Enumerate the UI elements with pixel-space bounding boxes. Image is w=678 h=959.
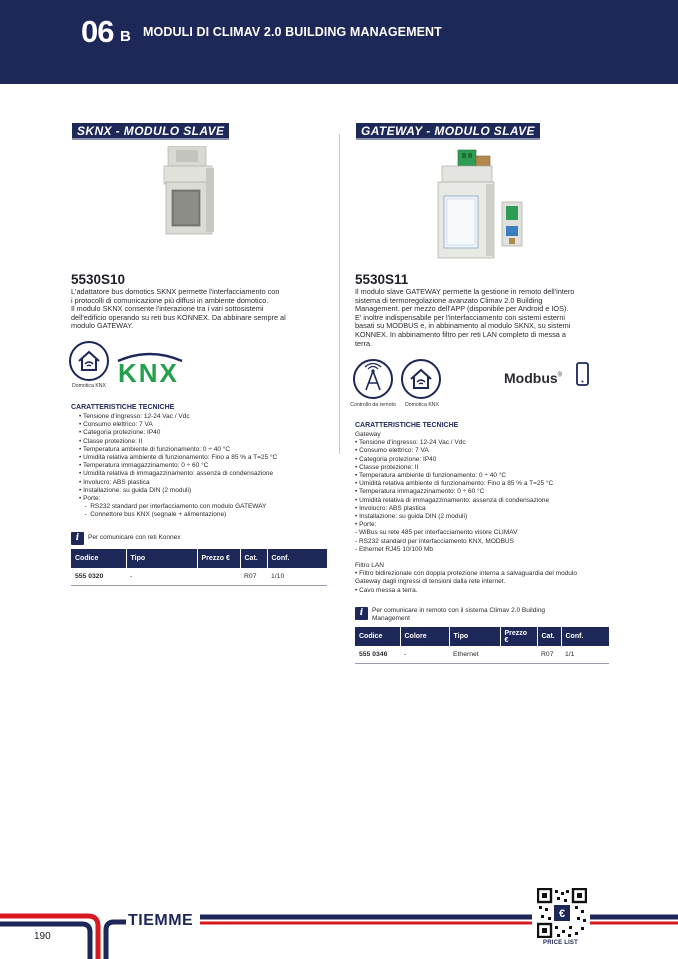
spec-item: • Temperatura immagazzinamento: 0 ÷ 60 °C (79, 462, 209, 470)
section-number: 06 (81, 14, 114, 49)
spec-item: • Umidità relativa di immagazzinamento: assenza di condensazione (355, 496, 550, 504)
left-specs-title: CARATTERISTICHE TECNICHE (71, 404, 175, 411)
spec-item: • Tensione d'ingresso: 12-24 Vac / Vdc (79, 413, 190, 420)
desc-line: i protocolli di comunicazione più diffusi in ambiente domotico. (71, 295, 269, 305)
table-row (355, 646, 609, 663)
spec-item: • Temperatura ambiente di funzionamento: 0 ÷ 40 °C (79, 445, 231, 453)
knx-logo-text: KNX (118, 358, 179, 388)
smartphone-icon (576, 362, 589, 386)
svg-text:€: € (558, 908, 566, 920)
modbus-logo-text: Modbus (504, 370, 558, 386)
remote-control-icon (353, 359, 393, 399)
cell-color: - (400, 646, 449, 663)
cell-type: Ethernet (449, 646, 500, 663)
col-header: Cat. (537, 627, 561, 646)
spec-item: • Involucro: ABS plastica (79, 478, 150, 486)
icon-caption: Domotica KNX (404, 402, 440, 408)
spec-item: • Categoria protezione: IP40 (355, 455, 437, 463)
desc-line: KONNEX. In abbinamento filtro per reti LAN completo di messa a (355, 329, 566, 339)
sknx-module-image (162, 146, 218, 236)
cell-code: 555 0346 (355, 646, 400, 663)
right-info-note (355, 607, 545, 622)
info-icon: i (71, 532, 84, 545)
desc-line: dell'edificio operando su reti bus KONNEX. Da abbinare sempre al (71, 312, 286, 322)
spec-item: • Cavo messa a terra. (355, 586, 418, 594)
col-header: Conf. (561, 627, 609, 646)
table-header-row (71, 549, 327, 568)
spec-item: • Involucro: ABS plastica (355, 504, 426, 512)
info-icon: i (355, 607, 368, 620)
left-info-note (71, 532, 181, 545)
desc-line: sistema di termoregolazione avanzato Climav 2.0 Building (355, 295, 543, 305)
modbus-logo (504, 370, 562, 388)
desc-line: terra. (355, 338, 373, 348)
spec-item: Filtro LAN (355, 562, 384, 570)
info-text (372, 607, 545, 622)
col-header: Prezzo € (500, 627, 537, 646)
spec-item: • Installazione: su guida DIN (2 moduli) (79, 486, 192, 494)
page-header (0, 0, 678, 84)
info-text-line: Management (372, 614, 410, 622)
left-section-banner: SKNX - MODULO SLAVE (72, 123, 229, 140)
spec-item: - RS232 standard per interfacciamento KNX, MODBUS (355, 537, 514, 545)
qr-code-icon (537, 888, 587, 938)
spec-item: - RS232 standard per interfacciamento con modulo GATEWAY (79, 503, 267, 511)
spec-item: • Categoria protezione: IP40 (79, 429, 161, 437)
page-number: 190 (34, 931, 51, 942)
spec-item: • Filtro bidirezionale con doppia protezione interna a salvaguardia del modulo (355, 570, 577, 578)
spec-item: • Consumo elettrico: 7 VA (79, 421, 153, 429)
spec-item: • Umidità relativa ambiente di funzionamento: Fino a 85 % a T=25 °C (355, 480, 554, 488)
column-divider (339, 134, 340, 454)
left-specs-list (79, 413, 277, 520)
desc-line: E' inoltre indispensabile per l'interfacciamento con sistemi esterni (355, 312, 566, 322)
col-header: Tipo (126, 549, 197, 568)
col-header: Codice (355, 627, 400, 646)
cell-conf: 1/10 (267, 568, 327, 585)
spec-item: Gateway (355, 431, 381, 438)
knx-logo (116, 350, 184, 386)
left-description (71, 288, 286, 331)
col-header: Colore (400, 627, 449, 646)
col-header: Prezzo € (197, 549, 240, 568)
right-section-banner: GATEWAY - MODULO SLAVE (356, 123, 540, 140)
right-price-table (355, 627, 609, 664)
desc-line: modulo GATEWAY. (71, 321, 134, 331)
home-automation-icon (69, 341, 109, 381)
page-title: MODULI DI CLIMAV 2.0 BUILDING MANAGEMENT (143, 25, 442, 39)
desc-line: L'adattatore bus domotics SKNX permette l'interfacciamento con (71, 287, 280, 296)
spec-item: • Temperatura immagazzinamento: 0 ÷ 60 °C (355, 488, 485, 496)
spec-item: • Installazione: su guida DIN (2 moduli) (355, 513, 468, 521)
icon-caption: Domotica KNX (71, 383, 107, 389)
desc-line: Il modulo slave GATEWAY permette la gestione in remoto dell'intero (355, 287, 575, 296)
gateway-module-image (434, 148, 528, 262)
cell-type: - (126, 568, 197, 585)
qr-label: PRICE LIST (543, 940, 579, 946)
col-header: Cat. (240, 549, 267, 568)
col-header: Conf. (267, 549, 327, 568)
right-description (355, 288, 574, 348)
spec-item: - WiBus su rete 485 per interfacciamento visore CLIMAV (355, 529, 518, 537)
spec-spacer (355, 554, 577, 562)
table-row (71, 568, 327, 585)
spec-item: • Temperatura ambiente di funzionamento: 0 ÷ 40 °C (355, 472, 507, 480)
spec-item: - Ethernet RJ45 10/100 Mb (355, 545, 434, 553)
registered-mark: ® (557, 372, 563, 379)
right-product-code: 5530S11 (355, 272, 409, 287)
desc-line: basati su MODBUS e, in abbinamento al modulo SKNX, su sistemi (355, 321, 571, 331)
cell-cat: R07 (240, 568, 267, 585)
desc-line: Il modulo SKNX consente l'interazione tra i vari sottosistemi (71, 304, 264, 314)
info-text: Per comunicare con reti Konnex (88, 534, 181, 541)
desc-line: Management. per mezzo dell'APP (disponibile per Android e IOS). (355, 304, 569, 314)
spec-item: • Tensione d'ingresso: 12-24 Vac / Vdc (355, 439, 466, 447)
right-specs-list (355, 431, 577, 595)
spec-item: • Classe protezione: II (79, 437, 143, 445)
left-price-table (71, 549, 327, 586)
spec-item: • Umidità relativa di immagazzinamento: assenza di condensazione (79, 470, 274, 478)
info-text-line: Per comunicare in remoto con il sistema Climav 2.0 Building (372, 607, 546, 614)
section-letter: B (120, 28, 131, 45)
cell-code: 555 0320 (71, 568, 126, 585)
cell-cat: R07 (537, 646, 561, 663)
spec-item: • Umidità relativa ambiente di funzionamento: Fino a 85 % a T=25 °C (79, 454, 278, 462)
icon-caption: Controllo da remoto (350, 402, 396, 408)
spec-item: • Consumo elettrico: 7 VA (355, 447, 429, 455)
left-product-code: 5530S10 (71, 272, 126, 287)
brand-logo: TIEMME (128, 912, 194, 929)
spec-item: • Porte: (355, 521, 377, 529)
right-specs-title: CARATTERISTICHE TECNICHE (355, 422, 459, 429)
col-header: Codice (71, 549, 126, 568)
cell-price (500, 646, 537, 663)
col-header: Tipo (449, 627, 500, 646)
spec-item: Gateway dagli ingressi di tensioni dalla rete internet. (355, 578, 506, 586)
cell-price (197, 568, 240, 585)
table-header-row (355, 627, 609, 646)
spec-item: - Connettore bus KNX (segnale + alimentazione) (79, 511, 227, 519)
spec-item: • Porte: (79, 495, 101, 503)
spec-item: • Classe protezione: II (355, 463, 419, 471)
home-automation-icon (401, 359, 441, 399)
cell-conf: 1/1 (561, 646, 609, 663)
